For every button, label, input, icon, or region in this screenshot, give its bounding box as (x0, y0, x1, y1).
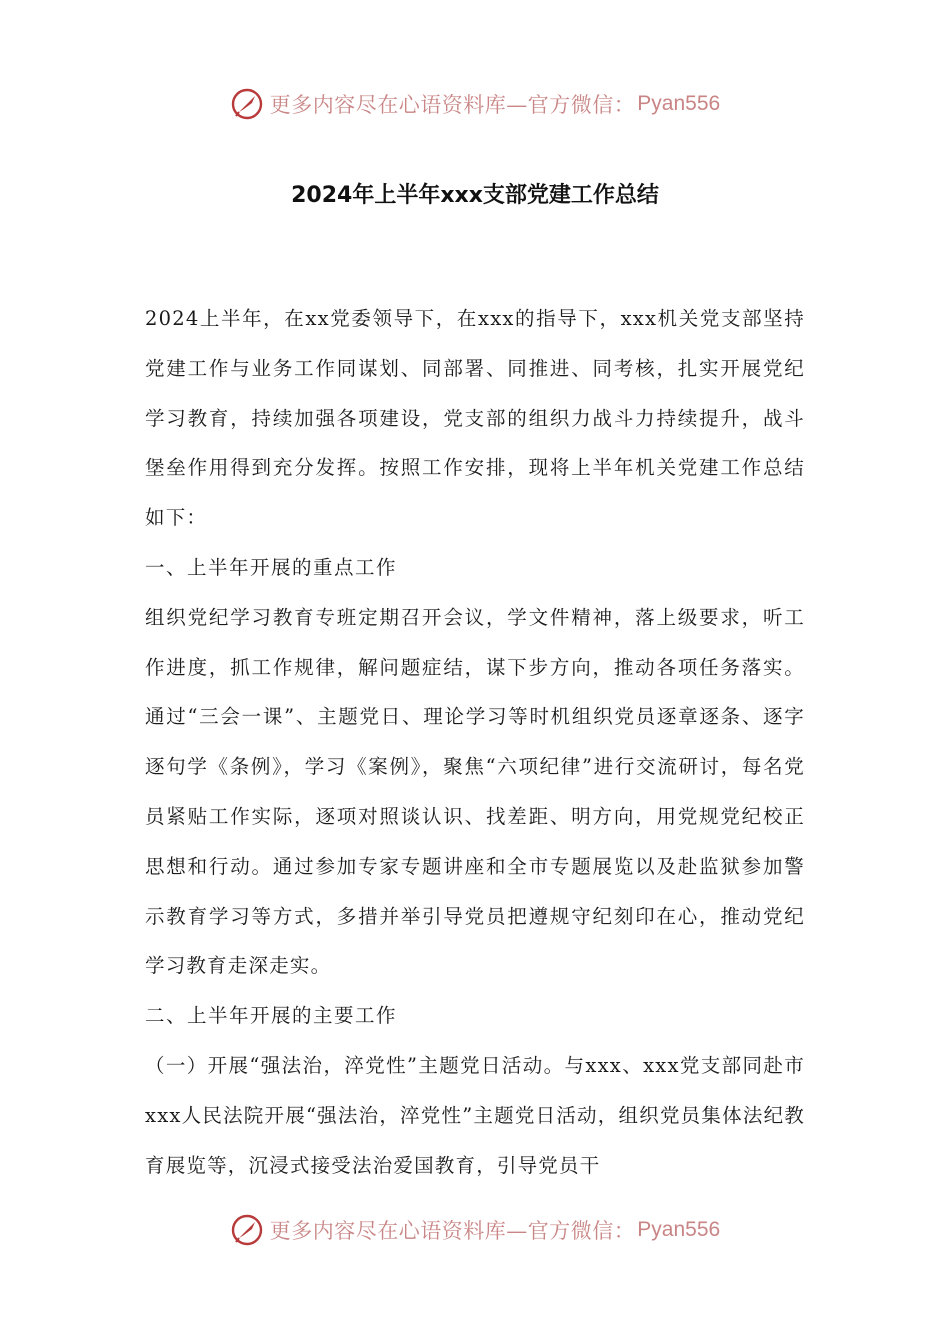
paragraph-key-work: 组织党纪学习教育专班定期召开会议，学文件精神，落上级要求，听工作进度，抓工作规律，解问题症结，谋下步方向，推动各项任务落实。通过“三会一课”、主题党日、理论学习等时机组织党员逐章逐条、逐字逐句学《条例》，学习《案例》，聚焦“六项纪律”进行交流研讨，每名党员紧贴工作实际，逐项对照谈认识、找差距、明方向，用党规党纪校正思想和行动。通过参加专家专题讲座和全市专题展览以及赴监狱参加警示教育学习等方式，多措并举引导党员把遵规守纪刻印在心，推动党纪学习教育走深走实。 (145, 605, 805, 978)
section-heading-1: 一、上半年开展的重点工作 (145, 555, 398, 579)
paragraph-intro: 2024上半年，在xx党委领导下，在xxx的指导下，xxx机关党支部坚持党建工作与业务工作同谋划、同部署、同推进、同考核，扎实开展党纪学习教育，持续加强各项建设，党支部的组织力战斗力持续提升，战斗堡垒作用得到充分发挥。按照工作安排，现将上半年机关党建工作总结如下： (145, 307, 805, 530)
banner-text: 更多内容尽在心语资料库—官方微信： (269, 1219, 636, 1243)
document-body (145, 294, 805, 1190)
banner-wechat-id: Pyan556 (637, 92, 721, 115)
paragraph-main-work-1: （一）开展“强法治，淬党性”主题党日活动。与xxx、xxx党支部同赴市xxx人民法院开展“强法治，淬党性”主题党日活动，组织党员集体法纪教育展览等，沉浸式接受法治爱国教育，引导党员干 (145, 1053, 805, 1177)
banner-text: 更多内容尽在心语资料库—官方微信： (269, 93, 636, 117)
header-watermark-banner (0, 84, 950, 124)
banner-wechat-id: Pyan556 (637, 1218, 721, 1241)
footer-watermark-banner (0, 1210, 950, 1250)
document-title: 2024年上半年xxx支部党建工作总结 (291, 183, 659, 208)
quill-logo-icon (230, 1213, 264, 1247)
quill-logo-icon (230, 87, 264, 121)
section-heading-2: 二、上半年开展的主要工作 (145, 1004, 398, 1028)
